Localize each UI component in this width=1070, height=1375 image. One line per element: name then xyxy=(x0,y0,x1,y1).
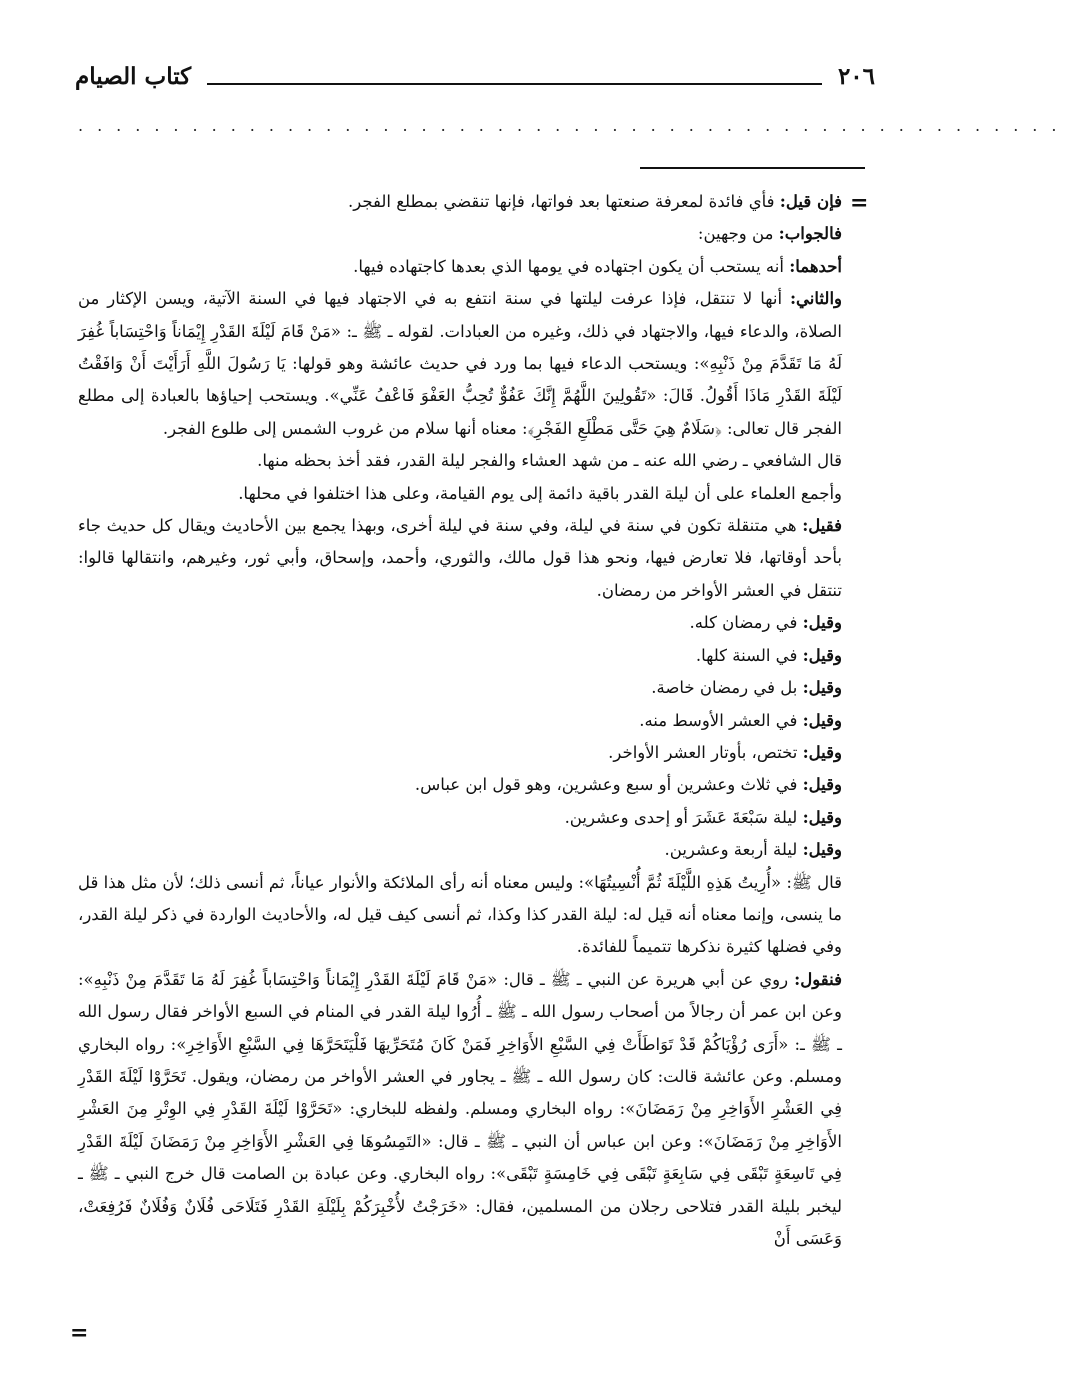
paragraph xyxy=(78,964,864,1256)
paragraph-label: وقيل: xyxy=(802,840,842,860)
page-number: ٢٠٦ xyxy=(837,62,875,90)
paragraph-text: في العشر الأوسط منه. xyxy=(639,710,803,730)
paragraph-text: قال الشافعي ـ رضي الله عنه ـ من شهد العشاء والفجر ليلة القدر، فقد أخذ بحظه منها. xyxy=(257,451,842,471)
paragraph-text: ليلة سَبْعَةَ عَشَرَ أو إحدى وعشرين. xyxy=(564,807,803,827)
paragraph xyxy=(78,640,864,672)
running-title: كتاب الصيام xyxy=(75,62,192,90)
paragraph-label: وقيل: xyxy=(802,645,842,665)
paragraph-text: تختص، بأوتار العشر الأواخر. xyxy=(608,742,803,762)
dotted-separator: .................................................... xyxy=(78,116,1070,135)
paragraph-label: وقيل: xyxy=(802,613,842,633)
paragraph-text: من وجهين: xyxy=(697,224,779,244)
page-header xyxy=(75,58,875,94)
paragraph xyxy=(78,218,864,250)
paragraph-text: روي عن أبي هريرة عن النبي ـ ﷺ ـ قال: «مَنْ قَامَ لَيْلَةَ القَدْرِ إِيْمَاناً وَاحْتِسَاباً غُفِرَ لَهُ مَا تَقَدَّمَ مِنْ ذَنْبِهِ»: وعن ابن عمر أن رجالاً من أصحاب رسول الله ـ ﷺ ـ أُرُوا ليلة القدر في المنام في السبع الأواخر فقال رسول الله ـ ﷺ ـ: «أَرَى رُؤْيَاكُمْ قَدْ تَوَاطَأَتْ فِي السَّبْعِ الأَوَاخِرِ فَمَنْ كَانَ مُتَحَرِّيهَا فَلْيَتَحَرَّهَا فِي السَّبْعِ الأَوَاخِرِ»: رواه البخاري ومسلم. وعن عائشة قالت: كان رسول الله ـ ﷺ ـ يجاور في العشر الأواخر من رمضان، ويقول. تَحَرَّوْا لَيْلَةَ القَدْرِ فِي العَشْرِ الأَوَاخِرِ مِنْ رَمَضَانَ»: رواه البخاري ومسلم. ولفظه للبخاري: «تَحَرَّوْا لَيْلَةَ القَدْرِ فِي الوِتْرِ مِنَ العَشْرِ الأَوَاخِرِ مِنْ رَمَضَانَ»: وعن ابن عباس أن النبي ـ ﷺ ـ قال: «التَمِسُوهَا فِي العَشْرِ الأَوَاخِرِ مِنْ رَمَضَانَ لَيْلَةَ القَدْرِ فِي تَاسِعَةٍ تَبْقَى فِي سَابِعَةٍ تَبْقَى فِي خَامِسَةٍ تَبْقَى»: رواه البخاري. وعن عبادة بن الصامت قال خرج النبي ـ ﷺ ـ ليخبر بليلة القدر فتلاحى رجلان من المسلمين، فقال: «خَرَجْتُ لأُخْبِرَكُمْ بِلَيْلَةِ القَدْرِ فَتَلَاحَى فُلَانٌ وَفُلَانٌ فَرُفِعَتْ، وَعَسَى أَنْ xyxy=(78,969,842,1248)
paragraph-text: وأجمع العلماء على أن ليلة القدر باقية دائمة إلى يوم القيامة، وعلى هذا اختلفوا في محلها. xyxy=(238,483,842,503)
paragraph-text: أنها لا تنتقل، فإذا عرفت ليلتها في سنة انتفع به في الاجتهاد فيها في السنة الآتية، ويسن الإكثار من الصلاة، والدعاء فيها، والاجتهاد في ذلك، وغيره من العبادات. لقوله ـ ﷺ ـ: «مَنْ قَامَ لَيْلَةَ القَدْرِ إِيْمَاناً وَاحْتِسَاباً غُفِرَ لَهُ مَا تَقَدَّمَ مِنْ ذَنْبِهِ»: ويستحب الدعاء فيها بما ورد في حديث عائشة وهو قولها: يَا رَسُولَ اللَّهِ أَرَأَيْتَ أَنْ وَافَقْتُ لَيْلَةَ القَدْرِ مَاذَا أَقُولُ. قَالَ: «تَقُولِينَ اللَّهُمَّ إِنَّكَ عَفُوٌّ تُحِبُّ العَفْوَ فَاعْفُ عَنِّي». ويستحب إحياؤها بالعبادة إلى مطلع الفجر قال تعالى: ﴿سَلَامٌ هِيَ حَتَّى مَطْلَعِ الفَجْرِ﴾: معناه أنها سلام من غروب الشمس إلى طلوع الفجر. xyxy=(78,289,842,438)
paragraph-text: أنه يستحب أن يكون اجتهاده في يومها الذي بعدها كاجتهاده فيها. xyxy=(353,256,790,276)
paragraph xyxy=(78,283,864,445)
paragraph-label: فقيل: xyxy=(802,516,842,536)
paragraph-text: ليلة أربعة وعشرين. xyxy=(664,840,803,860)
paragraph-label: وقيل: xyxy=(802,807,842,827)
paragraph-label: أحدهما: xyxy=(789,256,842,276)
paragraph-text: في رمضان كله. xyxy=(689,613,803,633)
paragraph-text: قال ﷺ: «أُرِيتُ هَذِهِ اللَّيْلَةَ ثُمَّ أُنْسِيتُهَا»: وليس معناه أنه رأى الملائكة والأنوار عياناً، ثم أنسى ذلك؛ لأن مثل هذا قل ما ينسى، وإنما معناه أنه قيل له: ليلة القدر كذا وكذا، ثم أنسى كيف قيل له، والأحاديث الواردة في ذكر ليلة القدر، وفي فضلها كثيرة نذكرها تتميماً للفائدة. xyxy=(78,872,842,957)
continuation-mark-bottom: = xyxy=(70,1320,89,1346)
paragraph xyxy=(78,672,864,704)
paragraph xyxy=(78,705,864,737)
paragraph-label: وقيل: xyxy=(802,710,842,730)
paragraph-text: في السنة كلها. xyxy=(695,645,803,665)
paragraph xyxy=(78,478,864,510)
continuation-mark-top: = xyxy=(850,190,869,216)
paragraph-text: في ثلاث وعشرين أو سبع وعشرين، وهو قول ابن عباس. xyxy=(414,775,803,795)
paragraph xyxy=(78,251,864,283)
header-rule xyxy=(207,83,822,85)
footnote-rule xyxy=(640,167,865,169)
footnote-text xyxy=(78,186,864,1255)
paragraph xyxy=(78,834,864,866)
paragraph xyxy=(78,186,864,218)
paragraph xyxy=(78,867,864,964)
paragraph-label: والثاني: xyxy=(789,289,842,309)
paragraph-text: بل في رمضان خاصة. xyxy=(651,678,803,698)
paragraph-text: هي متنقلة تكون في سنة في ليلة، وفي سنة في ليلة أخرى، وبهذا يجمع بين الأحاديث ويقال كل حديث جاء بأحد أوقاتها، فلا تعارض فيها، ونحو هذا قول مالك، والثوري، وأحمد، وإسحاق، وأبي ثور، وغيرهم، وانتقالها قالوا: تنتقل في العشر الأواخر من رمضان. xyxy=(78,516,842,600)
paragraph-label: فالجواب: xyxy=(778,224,842,244)
paragraph xyxy=(78,802,864,834)
paragraph-label: وقيل: xyxy=(802,742,842,762)
paragraph xyxy=(78,607,864,639)
paragraph-text: فأي فائدة لمعرفة صنعتها بعد فواتها، فإنها تنقضي بمطلع الفجر. xyxy=(348,192,780,211)
paragraph-label: وقيل: xyxy=(802,775,842,795)
paragraph xyxy=(78,737,864,769)
paragraph xyxy=(78,510,864,607)
paragraph-label: فإن قيل: xyxy=(779,192,842,211)
paragraph xyxy=(78,445,864,477)
paragraph-label: وقيل: xyxy=(802,678,842,698)
paragraph xyxy=(78,769,864,801)
paragraph-label: فنقول: xyxy=(794,969,842,989)
